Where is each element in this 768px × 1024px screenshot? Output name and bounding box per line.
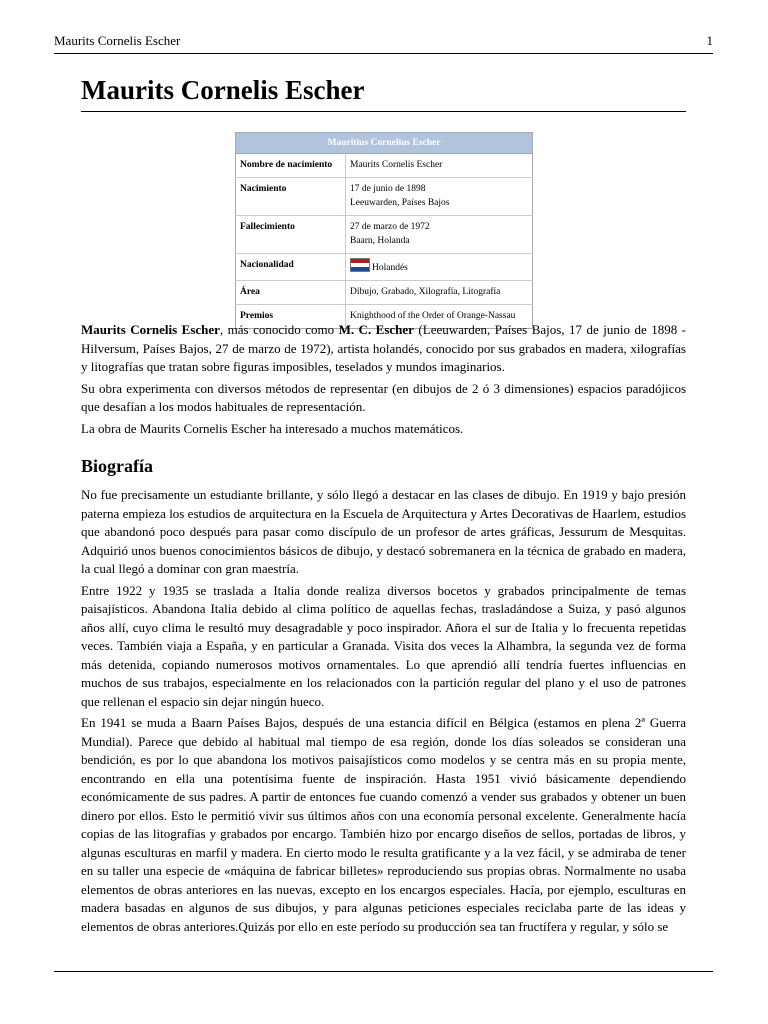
infobox-row-death xyxy=(236,216,533,254)
infobox-label: Área xyxy=(236,281,346,305)
running-header xyxy=(54,33,713,49)
infobox-value: Knighthood of the Order of Orange-Nassau xyxy=(346,305,533,329)
section-heading-biografia: Biografía xyxy=(81,456,153,476)
intro-paragraph: Su obra experimenta con diversos métodos de representar (en dibujos de 2 ó 3 dimensiones) espacios paradójicos que desafían a los modos habituales de representación. xyxy=(81,380,686,414)
page-title: Maurits Cornelis Escher xyxy=(81,75,365,105)
running-title: Maurits Cornelis Escher xyxy=(54,33,181,48)
infobox-value: Dibujo, Grabado, Xilografía, Litografía xyxy=(346,281,533,305)
infobox-value: Maurits Cornelis Escher xyxy=(346,154,533,178)
infobox-row-nationality xyxy=(236,254,533,281)
biografia-paragraph: En 1941 se muda a Baarn Países Bajos, después de una estancia difícil en Bélgica (estamos en plena 2ª Guerra Mundial). Parece que debido al habitual mal tiempo de esa región, donde los días soleados se consideran una bendición, es por lo que abandona los motivos paisajísticos como modelos y se centra más en su propia mente, encontrando en ella una potentísima fuente de inspiración. Hasta 1951 vivió básicamente dependiendo económicamente de sus padres. A partir de entonces fue cuando comenzó a vender sus grabados y obtener un buen dinero por ellos. Esto le permitió vivir sus últimos años con una economía personal excelente. Generalmente hacía copias de las litografías y grabados por encargo. También hizo por encargo diseños de sellos, portadas de libros, y algunas esculturas en marfil y madera. En cierto modo le resulta gratificante y a la vez fácil, y se admiraba de tener en su taller una especie de «máquina de fabricar billetes» reproduciendo sus propias obras. Normalmente no usaba elementos de obras anteriores en las nuevas, excepto en los encargos especiales. Hacía, por ejemplo, esculturas en madera basadas en algunos de sus dibujos, y para algunas peticiones especiales reciclaba parte de las ideas y elementos de obras anteriores.Quizás por ello en este período su producción sea tan fructífera y regular, y sólo se xyxy=(81,715,686,934)
subject-name: Maurits Cornelis Escher xyxy=(81,322,220,337)
infobox-label: Premios xyxy=(236,305,346,329)
death-place: Baarn, Holanda xyxy=(350,236,410,246)
footer-divider xyxy=(54,971,713,972)
infobox-row-birth-name xyxy=(236,154,533,178)
article-body xyxy=(81,321,686,939)
infobox-row-area xyxy=(236,281,533,305)
infobox-value xyxy=(346,254,533,281)
birth-date: 17 de junio de 1898 xyxy=(350,184,426,194)
title-divider xyxy=(81,111,686,112)
death-date: 27 de marzo de 1972 xyxy=(350,222,430,232)
infobox-label: Nacimiento xyxy=(236,178,346,216)
infobox-value xyxy=(346,216,533,254)
intro-paragraph: La obra de Maurits Cornelis Escher ha interesado a muchos matemáticos. xyxy=(81,420,464,436)
infobox-label: Nombre de nacimiento xyxy=(236,154,346,178)
nationality-text: Holandés xyxy=(372,263,408,273)
biografia-paragraph: No fue precisamente un estudiante brillante, y sólo llegó a destacar en las clases de dibujo. En 1919 y bajo presión paterna empieza los estudios de arquitectura en la Escuela de Arquitectura y Artes Decorativas de Haarlem, estudios que abandonó poco después para pasar como discípulo de un profesor de artes gráficas, Jessurum de Mesquitas. Adquirió unos buenos conocimientos básicos de dibujo, y destacó sobremanera en la técnica de grabado en madera, la cual llegó a dominar con gran maestría. xyxy=(81,487,686,576)
infobox-value xyxy=(346,178,533,216)
infobox-label: Fallecimiento xyxy=(236,216,346,254)
biografia-paragraph: Entre 1922 y 1935 se traslada a Italia donde realiza diversos bocetos y grabados principalmente de temas paisajísticos. Abandona Italia debido al clima político de aquellas fechas, trasladándose a Suiza, y pasó algunos años allí, cuyo clima le resultó muy desagradable y poco inspirador. Añora el sur de Italia y lo frecuenta repetidas veces. También viaja a España, y en particular a Granada. Visita dos veces la Alhambra, la segunda vez de forma más detenida, copiando numerosos motivos ornamentales. Lo que aprendió allí tendría fuertes influencias en muchos de sus trabajos, especialmente en los relacionados con la partición regular del plano y el uso de patrones que rellenan el espacio sin dejar ningún hueco. xyxy=(81,582,686,709)
birth-place: Leeuwarden, Países Bajos xyxy=(350,198,450,208)
infobox xyxy=(235,132,533,329)
header-divider xyxy=(54,53,713,54)
page-number: 1 xyxy=(706,33,713,48)
subject-short-name: M. C. Escher xyxy=(338,322,414,337)
infobox-label: Nacionalidad xyxy=(236,254,346,281)
infobox-row-birth xyxy=(236,178,533,216)
intro-paragraph: Maurits Cornelis Escher, más conocido como M. C. Escher (Leeuwarden, Países Bajos, 17 de junio de 1898 - Hilversum, Países Bajos, 27 de marzo de 1972), artista holandés, conocido por sus grabados en madera, xilografías y litografías que tratan sobre figuras imposibles, teselados y mundos imaginarios. xyxy=(81,322,686,374)
netherlands-flag-icon xyxy=(350,258,370,272)
infobox-caption: Mauritius Cornelius Escher xyxy=(236,133,533,154)
